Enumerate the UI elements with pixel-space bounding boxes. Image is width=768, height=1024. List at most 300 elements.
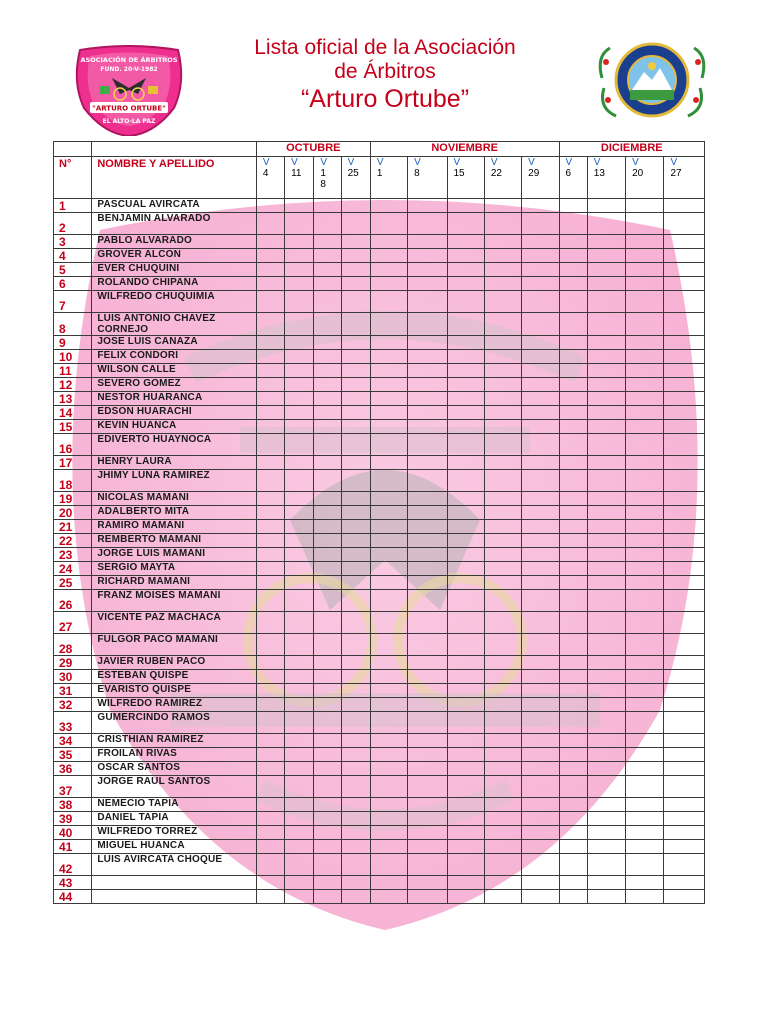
- attendance-cell[interactable]: [370, 534, 407, 548]
- attendance-cell[interactable]: [370, 277, 407, 291]
- attendance-cell[interactable]: [559, 854, 587, 876]
- attendance-cell[interactable]: [447, 890, 484, 904]
- attendance-cell[interactable]: [408, 492, 447, 506]
- attendance-cell[interactable]: [587, 698, 625, 712]
- attendance-cell[interactable]: [626, 420, 664, 434]
- attendance-cell[interactable]: [370, 826, 407, 840]
- attendance-cell[interactable]: [559, 776, 587, 798]
- attendance-cell[interactable]: [370, 492, 407, 506]
- attendance-cell[interactable]: [447, 812, 484, 826]
- attendance-cell[interactable]: [664, 548, 705, 562]
- attendance-cell[interactable]: [626, 506, 664, 520]
- attendance-cell[interactable]: [408, 776, 447, 798]
- attendance-cell[interactable]: [447, 313, 484, 336]
- attendance-cell[interactable]: [587, 684, 625, 698]
- attendance-cell[interactable]: [559, 612, 587, 634]
- attendance-cell[interactable]: [341, 548, 370, 562]
- attendance-cell[interactable]: [285, 506, 314, 520]
- attendance-cell[interactable]: [484, 456, 521, 470]
- attendance-cell[interactable]: [559, 734, 587, 748]
- attendance-cell[interactable]: [370, 698, 407, 712]
- attendance-cell[interactable]: [484, 670, 521, 684]
- attendance-cell[interactable]: [285, 762, 314, 776]
- attendance-cell[interactable]: [664, 456, 705, 470]
- attendance-cell[interactable]: [341, 684, 370, 698]
- attendance-cell[interactable]: [341, 470, 370, 492]
- attendance-cell[interactable]: [484, 420, 521, 434]
- attendance-cell[interactable]: [664, 698, 705, 712]
- attendance-cell[interactable]: [587, 492, 625, 506]
- attendance-cell[interactable]: [285, 876, 314, 890]
- attendance-cell[interactable]: [341, 854, 370, 876]
- attendance-cell[interactable]: [664, 684, 705, 698]
- attendance-cell[interactable]: [522, 456, 559, 470]
- attendance-cell[interactable]: [559, 249, 587, 263]
- attendance-cell[interactable]: [626, 213, 664, 235]
- attendance-cell[interactable]: [664, 336, 705, 350]
- attendance-cell[interactable]: [285, 826, 314, 840]
- attendance-cell[interactable]: [256, 456, 284, 470]
- attendance-cell[interactable]: [484, 890, 521, 904]
- attendance-cell[interactable]: [341, 590, 370, 612]
- attendance-cell[interactable]: [559, 291, 587, 313]
- attendance-cell[interactable]: [522, 748, 559, 762]
- attendance-cell[interactable]: [447, 235, 484, 249]
- attendance-cell[interactable]: [559, 456, 587, 470]
- attendance-cell[interactable]: [559, 534, 587, 548]
- attendance-cell[interactable]: [285, 249, 314, 263]
- attendance-cell[interactable]: [522, 684, 559, 698]
- attendance-cell[interactable]: [522, 698, 559, 712]
- attendance-cell[interactable]: [664, 350, 705, 364]
- attendance-cell[interactable]: [447, 854, 484, 876]
- attendance-cell[interactable]: [587, 213, 625, 235]
- attendance-cell[interactable]: [314, 840, 341, 854]
- attendance-cell[interactable]: [587, 590, 625, 612]
- attendance-cell[interactable]: [285, 336, 314, 350]
- attendance-cell[interactable]: [447, 876, 484, 890]
- attendance-cell[interactable]: [522, 840, 559, 854]
- attendance-cell[interactable]: [626, 634, 664, 656]
- attendance-cell[interactable]: [285, 812, 314, 826]
- attendance-cell[interactable]: [559, 876, 587, 890]
- attendance-cell[interactable]: [447, 291, 484, 313]
- attendance-cell[interactable]: [484, 492, 521, 506]
- attendance-cell[interactable]: [256, 378, 284, 392]
- attendance-cell[interactable]: [626, 378, 664, 392]
- attendance-cell[interactable]: [664, 364, 705, 378]
- attendance-cell[interactable]: [341, 562, 370, 576]
- attendance-cell[interactable]: [522, 235, 559, 249]
- attendance-cell[interactable]: [664, 612, 705, 634]
- attendance-cell[interactable]: [626, 277, 664, 291]
- attendance-cell[interactable]: [370, 712, 407, 734]
- attendance-cell[interactable]: [256, 762, 284, 776]
- attendance-cell[interactable]: [341, 456, 370, 470]
- attendance-cell[interactable]: [256, 854, 284, 876]
- attendance-cell[interactable]: [522, 392, 559, 406]
- attendance-cell[interactable]: [370, 406, 407, 420]
- attendance-cell[interactable]: [408, 520, 447, 534]
- attendance-cell[interactable]: [664, 313, 705, 336]
- attendance-cell[interactable]: [587, 456, 625, 470]
- attendance-cell[interactable]: [664, 734, 705, 748]
- attendance-cell[interactable]: [408, 199, 447, 213]
- attendance-cell[interactable]: [484, 249, 521, 263]
- attendance-cell[interactable]: [522, 826, 559, 840]
- attendance-cell[interactable]: [341, 364, 370, 378]
- attendance-cell[interactable]: [256, 734, 284, 748]
- attendance-cell[interactable]: [559, 634, 587, 656]
- attendance-cell[interactable]: [314, 291, 341, 313]
- attendance-cell[interactable]: [559, 698, 587, 712]
- attendance-cell[interactable]: [256, 826, 284, 840]
- attendance-cell[interactable]: [559, 336, 587, 350]
- attendance-cell[interactable]: [484, 590, 521, 612]
- attendance-cell[interactable]: [559, 378, 587, 392]
- attendance-cell[interactable]: [626, 520, 664, 534]
- attendance-cell[interactable]: [559, 890, 587, 904]
- attendance-cell[interactable]: [559, 506, 587, 520]
- attendance-cell[interactable]: [285, 492, 314, 506]
- attendance-cell[interactable]: [447, 492, 484, 506]
- attendance-cell[interactable]: [285, 890, 314, 904]
- attendance-cell[interactable]: [522, 590, 559, 612]
- attendance-cell[interactable]: [522, 378, 559, 392]
- attendance-cell[interactable]: [484, 854, 521, 876]
- attendance-cell[interactable]: [314, 876, 341, 890]
- attendance-cell[interactable]: [408, 470, 447, 492]
- attendance-cell[interactable]: [522, 434, 559, 456]
- attendance-cell[interactable]: [256, 434, 284, 456]
- attendance-cell[interactable]: [484, 876, 521, 890]
- attendance-cell[interactable]: [408, 506, 447, 520]
- attendance-cell[interactable]: [285, 199, 314, 213]
- attendance-cell[interactable]: [484, 534, 521, 548]
- attendance-cell[interactable]: [370, 562, 407, 576]
- attendance-cell[interactable]: [314, 562, 341, 576]
- attendance-cell[interactable]: [587, 826, 625, 840]
- attendance-cell[interactable]: [559, 798, 587, 812]
- attendance-cell[interactable]: [285, 854, 314, 876]
- attendance-cell[interactable]: [626, 235, 664, 249]
- attendance-cell[interactable]: [447, 590, 484, 612]
- attendance-cell[interactable]: [408, 612, 447, 634]
- attendance-cell[interactable]: [408, 392, 447, 406]
- attendance-cell[interactable]: [341, 762, 370, 776]
- attendance-cell[interactable]: [314, 590, 341, 612]
- attendance-cell[interactable]: [256, 534, 284, 548]
- attendance-cell[interactable]: [559, 263, 587, 277]
- attendance-cell[interactable]: [408, 434, 447, 456]
- attendance-cell[interactable]: [341, 840, 370, 854]
- attendance-cell[interactable]: [559, 826, 587, 840]
- attendance-cell[interactable]: [522, 199, 559, 213]
- attendance-cell[interactable]: [341, 798, 370, 812]
- attendance-cell[interactable]: [484, 798, 521, 812]
- attendance-cell[interactable]: [664, 562, 705, 576]
- attendance-cell[interactable]: [587, 776, 625, 798]
- attendance-cell[interactable]: [484, 406, 521, 420]
- attendance-cell[interactable]: [370, 313, 407, 336]
- attendance-cell[interactable]: [626, 776, 664, 798]
- attendance-cell[interactable]: [664, 762, 705, 776]
- attendance-cell[interactable]: [256, 291, 284, 313]
- attendance-cell[interactable]: [285, 213, 314, 235]
- attendance-cell[interactable]: [447, 534, 484, 548]
- attendance-cell[interactable]: [285, 656, 314, 670]
- attendance-cell[interactable]: [587, 656, 625, 670]
- attendance-cell[interactable]: [587, 378, 625, 392]
- attendance-cell[interactable]: [285, 235, 314, 249]
- attendance-cell[interactable]: [484, 576, 521, 590]
- attendance-cell[interactable]: [314, 235, 341, 249]
- attendance-cell[interactable]: [626, 712, 664, 734]
- attendance-cell[interactable]: [341, 235, 370, 249]
- attendance-cell[interactable]: [484, 263, 521, 277]
- attendance-cell[interactable]: [626, 434, 664, 456]
- attendance-cell[interactable]: [314, 890, 341, 904]
- attendance-cell[interactable]: [484, 235, 521, 249]
- attendance-cell[interactable]: [314, 576, 341, 590]
- attendance-cell[interactable]: [664, 520, 705, 534]
- attendance-cell[interactable]: [370, 263, 407, 277]
- attendance-cell[interactable]: [626, 562, 664, 576]
- attendance-cell[interactable]: [664, 492, 705, 506]
- attendance-cell[interactable]: [559, 406, 587, 420]
- attendance-cell[interactable]: [522, 548, 559, 562]
- attendance-cell[interactable]: [314, 734, 341, 748]
- attendance-cell[interactable]: [370, 506, 407, 520]
- attendance-cell[interactable]: [559, 434, 587, 456]
- attendance-cell[interactable]: [341, 698, 370, 712]
- attendance-cell[interactable]: [285, 612, 314, 634]
- attendance-cell[interactable]: [664, 249, 705, 263]
- attendance-cell[interactable]: [341, 336, 370, 350]
- attendance-cell[interactable]: [314, 826, 341, 840]
- attendance-cell[interactable]: [484, 656, 521, 670]
- attendance-cell[interactable]: [484, 734, 521, 748]
- attendance-cell[interactable]: [408, 420, 447, 434]
- attendance-cell[interactable]: [408, 534, 447, 548]
- attendance-cell[interactable]: [522, 776, 559, 798]
- attendance-cell[interactable]: [447, 392, 484, 406]
- attendance-cell[interactable]: [408, 656, 447, 670]
- attendance-cell[interactable]: [408, 734, 447, 748]
- attendance-cell[interactable]: [341, 277, 370, 291]
- attendance-cell[interactable]: [314, 534, 341, 548]
- attendance-cell[interactable]: [587, 364, 625, 378]
- attendance-cell[interactable]: [285, 456, 314, 470]
- attendance-cell[interactable]: [484, 392, 521, 406]
- attendance-cell[interactable]: [447, 798, 484, 812]
- attendance-cell[interactable]: [314, 392, 341, 406]
- attendance-cell[interactable]: [408, 263, 447, 277]
- attendance-cell[interactable]: [587, 520, 625, 534]
- attendance-cell[interactable]: [626, 698, 664, 712]
- attendance-cell[interactable]: [484, 548, 521, 562]
- attendance-cell[interactable]: [559, 590, 587, 612]
- attendance-cell[interactable]: [314, 548, 341, 562]
- attendance-cell[interactable]: [522, 576, 559, 590]
- attendance-cell[interactable]: [370, 350, 407, 364]
- attendance-cell[interactable]: [314, 470, 341, 492]
- attendance-cell[interactable]: [256, 812, 284, 826]
- attendance-cell[interactable]: [664, 670, 705, 684]
- attendance-cell[interactable]: [587, 235, 625, 249]
- attendance-cell[interactable]: [664, 392, 705, 406]
- attendance-cell[interactable]: [587, 336, 625, 350]
- attendance-cell[interactable]: [256, 277, 284, 291]
- attendance-cell[interactable]: [256, 470, 284, 492]
- attendance-cell[interactable]: [285, 734, 314, 748]
- attendance-cell[interactable]: [314, 634, 341, 656]
- attendance-cell[interactable]: [256, 612, 284, 634]
- attendance-cell[interactable]: [626, 392, 664, 406]
- attendance-cell[interactable]: [447, 336, 484, 350]
- attendance-cell[interactable]: [447, 263, 484, 277]
- attendance-cell[interactable]: [408, 213, 447, 235]
- attendance-cell[interactable]: [341, 876, 370, 890]
- attendance-cell[interactable]: [522, 492, 559, 506]
- attendance-cell[interactable]: [256, 876, 284, 890]
- attendance-cell[interactable]: [341, 656, 370, 670]
- attendance-cell[interactable]: [484, 748, 521, 762]
- attendance-cell[interactable]: [408, 670, 447, 684]
- attendance-cell[interactable]: [484, 378, 521, 392]
- attendance-cell[interactable]: [256, 420, 284, 434]
- attendance-cell[interactable]: [626, 684, 664, 698]
- attendance-cell[interactable]: [626, 492, 664, 506]
- attendance-cell[interactable]: [559, 235, 587, 249]
- attendance-cell[interactable]: [256, 199, 284, 213]
- attendance-cell[interactable]: [408, 712, 447, 734]
- attendance-cell[interactable]: [559, 277, 587, 291]
- attendance-cell[interactable]: [447, 576, 484, 590]
- attendance-cell[interactable]: [626, 534, 664, 548]
- attendance-cell[interactable]: [559, 840, 587, 854]
- attendance-cell[interactable]: [408, 748, 447, 762]
- attendance-cell[interactable]: [370, 456, 407, 470]
- attendance-cell[interactable]: [522, 854, 559, 876]
- attendance-cell[interactable]: [484, 562, 521, 576]
- attendance-cell[interactable]: [341, 734, 370, 748]
- attendance-cell[interactable]: [256, 336, 284, 350]
- attendance-cell[interactable]: [626, 406, 664, 420]
- attendance-cell[interactable]: [314, 277, 341, 291]
- attendance-cell[interactable]: [626, 470, 664, 492]
- attendance-cell[interactable]: [341, 534, 370, 548]
- attendance-cell[interactable]: [314, 420, 341, 434]
- attendance-cell[interactable]: [285, 434, 314, 456]
- attendance-cell[interactable]: [626, 576, 664, 590]
- attendance-cell[interactable]: [285, 840, 314, 854]
- attendance-cell[interactable]: [256, 235, 284, 249]
- attendance-cell[interactable]: [522, 890, 559, 904]
- attendance-cell[interactable]: [341, 378, 370, 392]
- attendance-cell[interactable]: [522, 612, 559, 634]
- attendance-cell[interactable]: [587, 277, 625, 291]
- attendance-cell[interactable]: [484, 291, 521, 313]
- attendance-cell[interactable]: [256, 364, 284, 378]
- attendance-cell[interactable]: [314, 812, 341, 826]
- attendance-cell[interactable]: [341, 434, 370, 456]
- attendance-cell[interactable]: [285, 378, 314, 392]
- attendance-cell[interactable]: [626, 456, 664, 470]
- attendance-cell[interactable]: [664, 470, 705, 492]
- attendance-cell[interactable]: [664, 263, 705, 277]
- attendance-cell[interactable]: [370, 249, 407, 263]
- attendance-cell[interactable]: [370, 890, 407, 904]
- attendance-cell[interactable]: [314, 350, 341, 364]
- attendance-cell[interactable]: [447, 249, 484, 263]
- attendance-cell[interactable]: [314, 364, 341, 378]
- attendance-cell[interactable]: [559, 762, 587, 776]
- attendance-cell[interactable]: [341, 812, 370, 826]
- attendance-cell[interactable]: [559, 520, 587, 534]
- attendance-cell[interactable]: [341, 826, 370, 840]
- attendance-cell[interactable]: [256, 263, 284, 277]
- attendance-cell[interactable]: [256, 520, 284, 534]
- attendance-cell[interactable]: [408, 249, 447, 263]
- attendance-cell[interactable]: [587, 548, 625, 562]
- attendance-cell[interactable]: [559, 492, 587, 506]
- attendance-cell[interactable]: [285, 562, 314, 576]
- attendance-cell[interactable]: [522, 350, 559, 364]
- attendance-cell[interactable]: [256, 506, 284, 520]
- attendance-cell[interactable]: [370, 670, 407, 684]
- attendance-cell[interactable]: [314, 263, 341, 277]
- attendance-cell[interactable]: [522, 762, 559, 776]
- attendance-cell[interactable]: [664, 277, 705, 291]
- attendance-cell[interactable]: [408, 291, 447, 313]
- attendance-cell[interactable]: [408, 876, 447, 890]
- attendance-cell[interactable]: [256, 712, 284, 734]
- attendance-cell[interactable]: [370, 840, 407, 854]
- attendance-cell[interactable]: [370, 576, 407, 590]
- attendance-cell[interactable]: [285, 590, 314, 612]
- attendance-cell[interactable]: [484, 364, 521, 378]
- attendance-cell[interactable]: [522, 291, 559, 313]
- attendance-cell[interactable]: [370, 434, 407, 456]
- attendance-cell[interactable]: [341, 670, 370, 684]
- attendance-cell[interactable]: [664, 656, 705, 670]
- attendance-cell[interactable]: [314, 762, 341, 776]
- attendance-cell[interactable]: [256, 748, 284, 762]
- attendance-cell[interactable]: [447, 826, 484, 840]
- attendance-cell[interactable]: [341, 890, 370, 904]
- attendance-cell[interactable]: [370, 762, 407, 776]
- attendance-cell[interactable]: [626, 734, 664, 748]
- attendance-cell[interactable]: [285, 576, 314, 590]
- attendance-cell[interactable]: [408, 798, 447, 812]
- attendance-cell[interactable]: [484, 506, 521, 520]
- attendance-cell[interactable]: [256, 562, 284, 576]
- attendance-cell[interactable]: [341, 406, 370, 420]
- attendance-cell[interactable]: [559, 213, 587, 235]
- attendance-cell[interactable]: [664, 506, 705, 520]
- attendance-cell[interactable]: [285, 776, 314, 798]
- attendance-cell[interactable]: [370, 798, 407, 812]
- attendance-cell[interactable]: [626, 890, 664, 904]
- attendance-cell[interactable]: [447, 840, 484, 854]
- attendance-cell[interactable]: [314, 712, 341, 734]
- attendance-cell[interactable]: [522, 263, 559, 277]
- attendance-cell[interactable]: [408, 277, 447, 291]
- attendance-cell[interactable]: [522, 798, 559, 812]
- attendance-cell[interactable]: [408, 576, 447, 590]
- attendance-cell[interactable]: [664, 406, 705, 420]
